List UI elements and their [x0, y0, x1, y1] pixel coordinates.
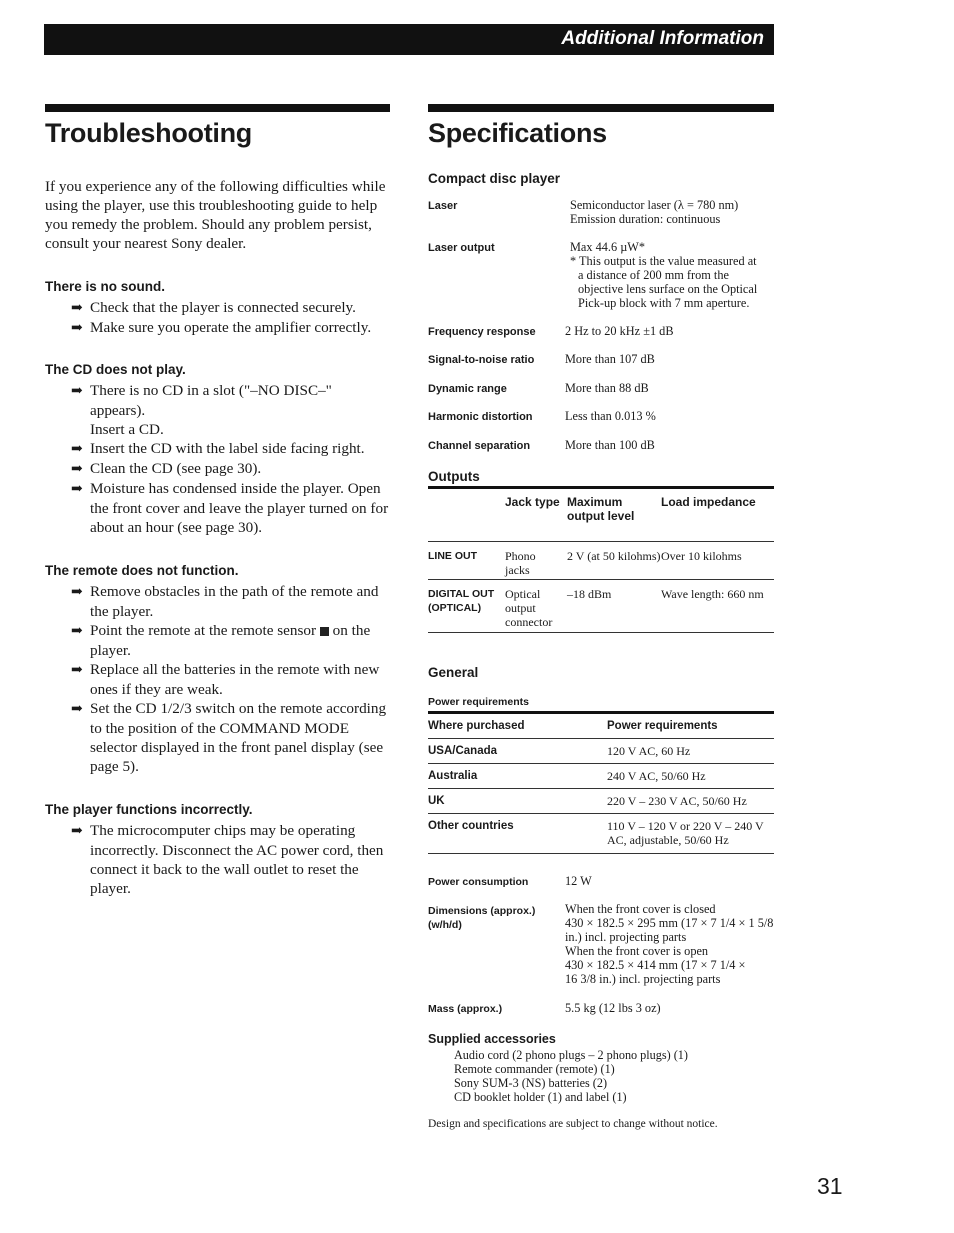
spec-value: 12 W [565, 874, 592, 888]
arrow-icon: ➡ [71, 321, 83, 336]
list-item: Sony SUM-3 (NS) batteries (2) [454, 1076, 608, 1090]
table-row [428, 579, 774, 632]
general-specs [428, 874, 774, 1024]
troubleshooting-column [45, 104, 390, 898]
table-header-row [428, 714, 774, 739]
column-header: Power requirements [607, 719, 718, 732]
ts-item: ➡ Point the remote at the remote sensor on the player. [71, 622, 371, 659]
ts-item: ➡ The microcomputer chips may be operating incorrectly. Disconnect the AC power cord, then connect it back to the wall outlet to reset the player. [71, 822, 384, 897]
power-table [428, 714, 774, 855]
spec-label: Dynamic range [428, 383, 507, 395]
table-cell: 120 V AC, 60 Hz [607, 744, 691, 758]
heading-rule [45, 104, 390, 112]
arrow-icon: ➡ [71, 442, 83, 457]
table-cell: USA/Canada [428, 745, 498, 757]
spec-value: Semiconductor laser (λ = 780 nm) Emission duration: continuous [570, 198, 739, 226]
table-row [428, 814, 774, 854]
table-cell: 2 V (at 50 kilohms) [567, 548, 661, 563]
spec-label: Channel separation [428, 440, 531, 452]
table-cell: –18 dBm [567, 586, 612, 601]
table-cell: Other countries [428, 820, 514, 832]
arrow-icon: ➡ [71, 824, 83, 839]
arrow-icon: ➡ [71, 482, 83, 497]
table-cell: 220 V – 230 V AC, 50/60 Hz [607, 794, 747, 808]
list-item: Audio cord (2 phono plugs – 2 phono plugs) (1) [454, 1048, 688, 1062]
spec-value: Less than 0.013 % [565, 409, 656, 423]
page-number: 31 [817, 1173, 843, 1199]
arrow-icon: ➡ [71, 384, 83, 399]
notice-text: Design and specifications are subject to change without notice. [428, 1118, 718, 1130]
ts-item: ➡ Moisture has condensed inside the player. Open the front cover and leave the player turned on for about an hour (see page 30). [71, 480, 389, 536]
ts-heading-functions: The player functions incorrectly. [45, 802, 253, 817]
section-header-bar [44, 24, 774, 55]
ts-heading-remote: The remote does not function. [45, 563, 239, 578]
table-cell: Wave length: 660 nm [661, 586, 764, 601]
ts-heading-cd-not-play: The CD does not play. [45, 362, 186, 377]
spec-label: Laser [428, 200, 458, 212]
spec-label: Frequency response [428, 326, 536, 338]
ts-item: ➡ Make sure you operate the amplifier correctly. [71, 319, 372, 336]
outputs-heading: Outputs [428, 469, 480, 484]
cd-player-specs [428, 198, 774, 463]
general-heading: General [428, 664, 479, 680]
ts-item: ➡ Replace all the batteries in the remote with new ones if they are weak. [71, 661, 380, 698]
spec-value: When the front cover is closed 430 × 182.5 × 295 mm (17 × 7 1/4 × 1 5/8 in.) incl. projecting parts When the front cover is open 430 × 182.5 × 414 mm (17 × 7 1/4 × 16 3/8 in.) incl. projecting parts [565, 902, 774, 986]
spec-label: Harmonic distortion [428, 411, 533, 423]
power-requirements-label: Power requirements [428, 695, 529, 708]
table-row [428, 764, 774, 789]
troubleshooting-intro: If you experience any of the following difficulties while using the player, use this troubleshooting guide to help you remedy the problem. Should any problem persist, consult your nearest Sony dealer. [45, 178, 386, 252]
accessories-list [428, 1048, 774, 1104]
arrow-icon: ➡ [71, 585, 83, 600]
heading-rule [428, 104, 774, 112]
ts-heading-no-sound: There is no sound. [45, 279, 166, 294]
specifications-title: Specifications [428, 118, 607, 148]
spec-label: Laser output [428, 242, 495, 254]
arrow-icon: ➡ [71, 301, 83, 316]
column-header: Load impedance [661, 495, 756, 509]
spec-value: 5.5 kg (12 lbs 3 oz) [565, 1001, 661, 1015]
remote-sensor-icon [320, 627, 329, 636]
arrow-icon: ➡ [71, 663, 83, 678]
section-header-title: Additional Information [561, 28, 764, 49]
spec-label: Signal-to-noise ratio [428, 354, 535, 366]
spec-value: More than 100 dB [565, 438, 655, 452]
spec-label: Dimensions (approx.) (w/h/d) [428, 905, 536, 931]
column-header: Where purchased [428, 719, 525, 732]
ts-item: ➡ There is no CD in a slot ("–NO DISC–" appears). [71, 382, 332, 419]
spec-label: Mass (approx.) [428, 1003, 503, 1015]
table-cell: 240 V AC, 50/60 Hz [607, 769, 706, 783]
spec-label: Power consumption [428, 876, 529, 888]
outputs-table [428, 489, 774, 633]
table-cell: UK [428, 795, 445, 807]
spec-value: 2 Hz to 20 kHz ±1 dB [565, 324, 674, 338]
table-cell: LINE OUT [428, 549, 477, 562]
accessories-heading: Supplied accessories [428, 1032, 556, 1046]
list-item: CD booklet holder (1) and label (1) [454, 1090, 627, 1104]
table-cell: DIGITAL OUT (OPTICAL) [428, 587, 495, 614]
table-header-row [428, 489, 774, 541]
specifications-column [428, 104, 774, 1130]
table-row [428, 789, 774, 814]
ts-item: ➡ Check that the player is connected securely. [71, 299, 356, 316]
column-header: Jack type [505, 495, 560, 509]
table-cell: Australia [428, 770, 478, 782]
ts-sub-item: Insert a CD. [90, 421, 164, 438]
table-cell: Phono jacks [505, 548, 536, 577]
table-cell: Over 10 kilohms [661, 548, 742, 563]
list-item: Remote commander (remote) (1) [454, 1062, 615, 1076]
ts-item: ➡ Insert the CD with the label side facing right. [71, 440, 365, 457]
ts-item: ➡ Remove obstacles in the path of the remote and the player. [71, 583, 379, 620]
ts-item: ➡ Set the CD 1/2/3 switch on the remote according to the position of the COMMAND MODE selector displayed in the front panel display (see page 5). [71, 700, 387, 775]
ts-item: ➡ Clean the CD (see page 30). [71, 460, 262, 477]
spec-value: More than 107 dB [565, 352, 655, 366]
troubleshooting-title: Troubleshooting [45, 118, 252, 148]
table-cell: 110 V – 120 V or 220 V – 240 V AC, adjustable, 50/60 Hz [607, 819, 764, 847]
table-row [428, 739, 774, 764]
spec-value: More than 88 dB [565, 381, 649, 395]
arrow-icon: ➡ [71, 462, 83, 477]
cd-player-heading: Compact disc player [428, 171, 561, 186]
arrow-icon: ➡ [71, 702, 83, 717]
spec-value: Max 44.6 µW* * This output is the value measured at a distance of 200 mm from the objective lens surface on the Optical Pick-up block with 7 mm aperture. [570, 240, 758, 310]
table-row [428, 541, 774, 579]
column-header: Maximum output level [567, 495, 635, 523]
arrow-icon: ➡ [71, 624, 83, 639]
table-cell: Optical output connector [505, 586, 553, 629]
